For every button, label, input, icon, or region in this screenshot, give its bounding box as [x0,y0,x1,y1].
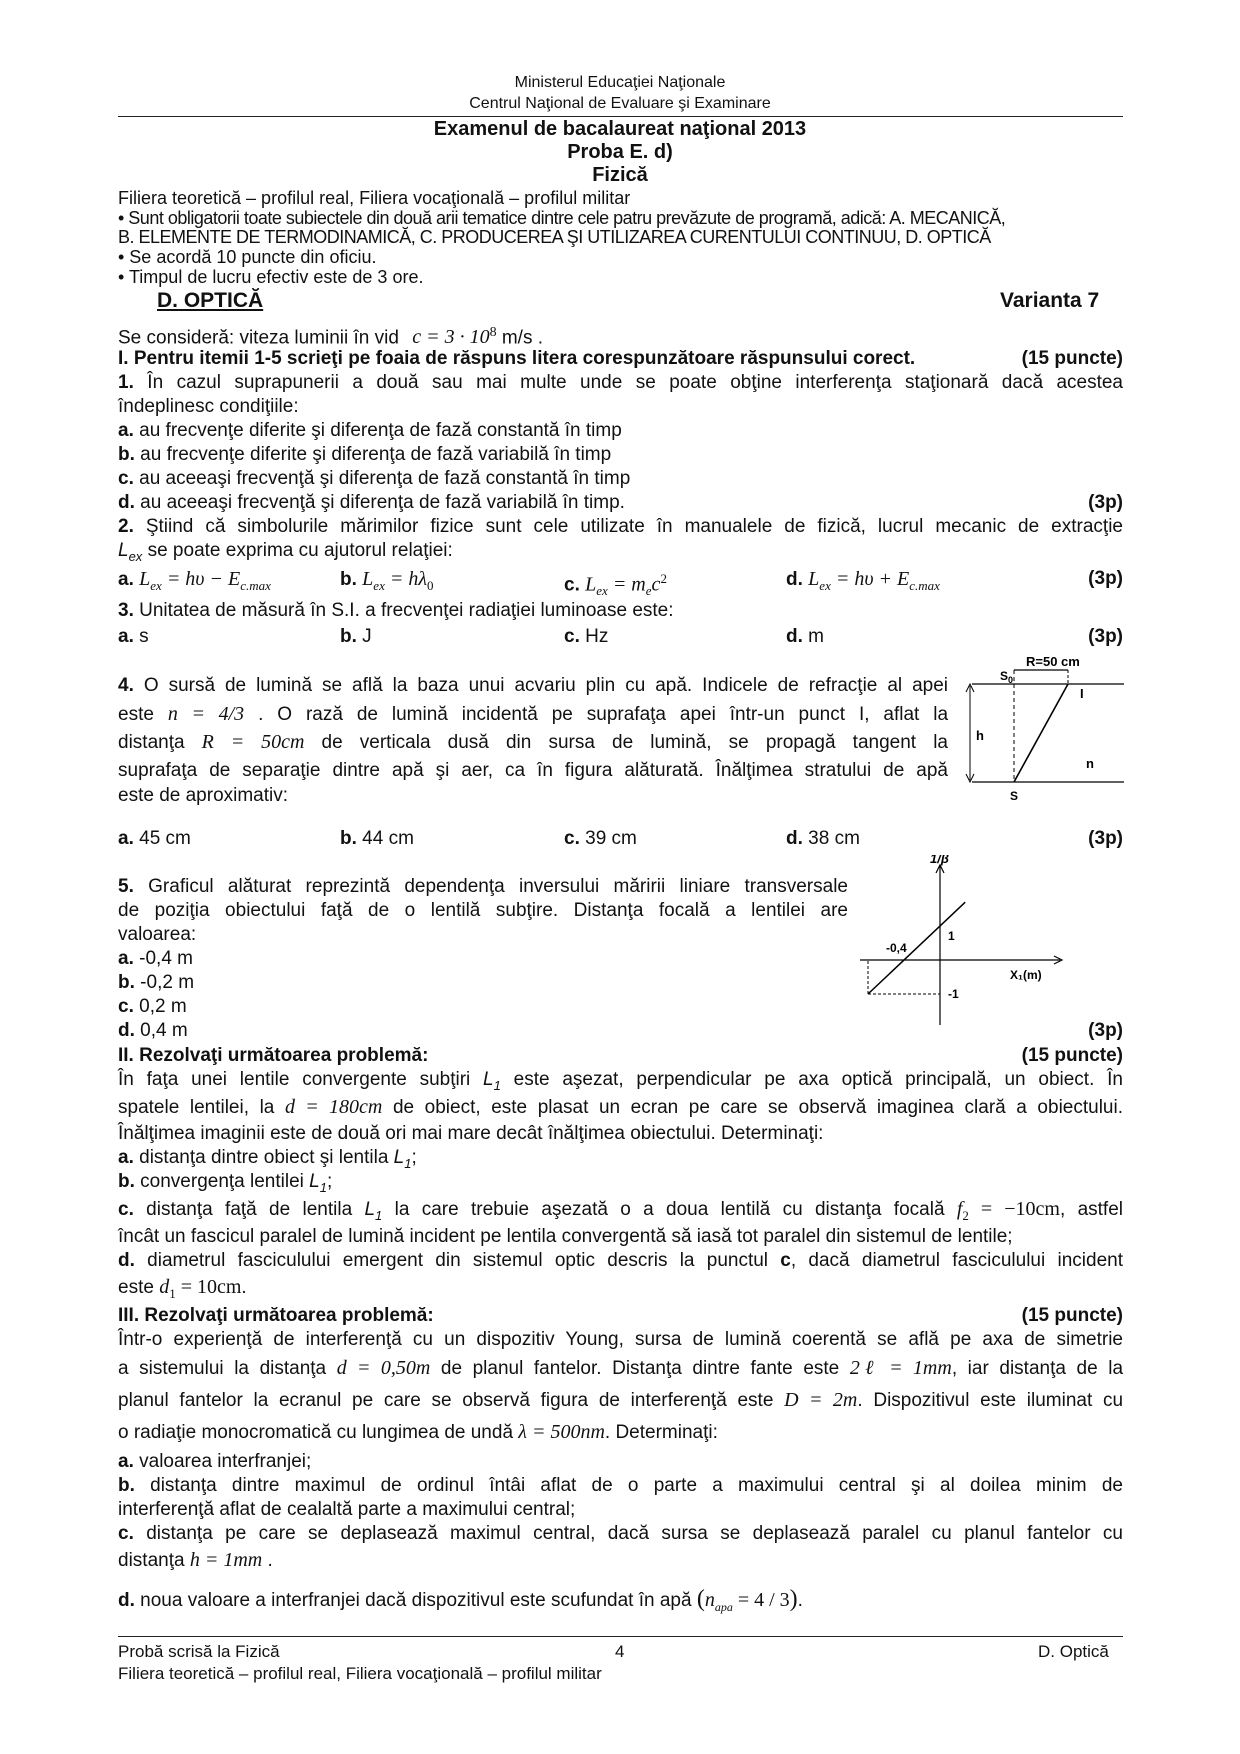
instruction-2: • Se acordă 10 puncte din oficiu. [118,247,377,267]
q5-a-text: -0,4 m [139,948,193,969]
q1-a-text: au frecvenţe diferite şi diferenţa de fază constantă în timp [133,420,622,441]
part2-heading-text: II. Rezolvaţi următoarea problemă: [118,1045,429,1066]
footer-left: Probă scrisă la Fizică [118,1642,280,1661]
footer-page-number: 4 [615,1642,625,1661]
part1-heading-text: I. Pentru itemii 1-5 scrieţi pe foaia de răspuns litera corespunzătoare răspunsului corect. [118,348,916,369]
part3-heading-text: III. Rezolvaţi următoarea problemă: [118,1305,434,1326]
fig-I-label: I [1080,686,1084,701]
p3-item-d: d. noua valoare a interfranjei dacă dispozitivul este scufundat în apă $(n_{apa} = 4 / 3)$. [118,1586,803,1614]
p2-L1-sub: 1 [493,1077,501,1093]
chart-ylabel: 1/β [930,855,949,866]
q5-number: 5. [118,876,134,897]
q3-b-text: J [362,626,372,647]
q2-symbol-sub: ex [128,548,143,564]
p2-item-a: a. distanţa dintre obiect şi lentila $L_1$; [118,1147,417,1171]
q1-number: 1. [118,372,134,393]
p3-item-c1: c. distanţa pe care se deplasează maximul central, dacă sursa se deplasează paralel cu planul fantelor cu [118,1523,1123,1544]
fig-S0-label: $S_0$ [1000,669,1014,685]
footer-line2: Filiera teoretică – profilul real, Filiera vocaţională – profilul militar [118,1664,602,1683]
center-line: Centrul Naţional de Evaluare şi Examinare [469,95,771,112]
q2-number: 2. [118,516,134,537]
q4-l2b: . O rază de lumină incidentă pe suprafaţa apei într-un punct I, aflat la [258,704,949,725]
q2-d-L: L [808,568,820,590]
q3-c-text: Hz [585,626,609,647]
q5-points: (3p) [1088,1020,1123,1041]
p3-c2b: . [267,1550,273,1571]
q1-b-text: au frecvenţe diferite şi diferenţa de fază variabilă în timp [134,444,612,465]
p3-line3 [118,1389,1123,1412]
variant-label: Varianta 7 [1000,289,1100,312]
part2-points: (15 puncte) [1021,1045,1123,1066]
chart-ytick-label-minus1: -1 [948,987,959,1001]
p2-a-text: distanţa dintre obiect şi lentila [133,1147,394,1168]
q2-option-a: a. $L_{ex} = h\upsilon - E_{c.max}$ [118,568,271,593]
part2-heading [118,1045,1123,1067]
instruction-1b: B. ELEMENTE DE TERMODINAMICĂ, C. PRODUCEREA ŞI UTILIZAREA CURENTULUI CONTINUU, D. OPTICĂ [118,227,991,247]
q3-number: 3. [118,600,134,621]
q3-line [118,600,1123,622]
q2-symbol: L [118,540,129,561]
q5-c-text: 0,2 m [139,996,187,1017]
p3-l2c: , iar distanţa de la [951,1358,1124,1379]
q2-line2 [118,540,1123,568]
p3-b-text1: distanţa dintre maximul de ordinul întâi aflat de o parte a maximului central şi al doilea minim de [134,1475,1123,1496]
q5-line3: valoarea: [118,924,197,945]
p3-d-text: noua valoare a interfranjei dacă dispozitivul este scufundat în apă [134,1590,692,1611]
q3-option-c: c. Hz [564,626,609,647]
p3-h: h = 1mm [189,1549,263,1571]
q2-b-sub: ex [373,577,385,593]
q2-text1: Ştiind că simbolurile mărimilor fizice sunt cele utilizate în manualele de fizică, lucrul mecanic de extracţie [133,516,1123,537]
p2-d1: d [159,1276,170,1298]
q1-text1: În cazul suprapunerii a două sau mai multe unde se poate obţine interferenţa staţionară dacă acestea [133,372,1123,393]
q1-c-text: au aceeaşi frecvenţă şi diferenţa de fază constantă în timp [133,468,631,489]
filiera-line: Filiera teoretică – profilul real, Filiera vocaţională – profilul militar [118,188,631,208]
p3-l2b: de planul fantelor. Distanţa dintre fante este [440,1358,840,1379]
p3-line1: Într-o experienţă de interferenţă cu un dispozitiv Young, sursa de lumină coerentă se află pe axa de simetrie [118,1329,1123,1350]
q4-option-c: c. 39 cm [564,828,637,849]
light-speed-exp: 8 [489,325,497,340]
p2-d-ref: c [780,1250,791,1271]
chart-ytick-label-1: 1 [948,929,955,943]
q2-c-rest2: c [651,573,661,596]
q2-a-sub: ex [150,577,162,593]
q1-option-d: d. au aceeaşi frecvenţă şi diferenţa de fază variabilă în timp. (3p) [118,492,1123,513]
q2-option-d: d. $L_{ex} = h\upsilon + E_{c.max}$ [786,568,940,593]
p3-n-value: = 4 / 3 [732,1589,790,1611]
p2-d1-sub: 1 [169,1285,176,1301]
q3-option-b: b. J [340,626,372,647]
q5-b-text: -0,2 m [140,972,195,993]
q4-line4: suprafaţa de separaţie dintre apă şi aer, ca în figura alăturată. Înălţimea stratului de apă [118,760,948,781]
q4-d-text: 38 cm [808,828,860,849]
p2-distance: d = 180cm [284,1096,383,1118]
instruction-1a: • Sunt obligatorii toate subiectele din două arii tematice dintre cele patru prevăzute de programă, adică: A. MECANICĂ, [118,208,1006,228]
light-speed-unit: m/s . [496,327,544,349]
p2-b-text: convergenţa lentilei [134,1171,310,1192]
p2-item-c2: încât un fascicul paralel de lumină incident pe lentila convergentă să iasă tot paralel din sistemul de lentile; [118,1226,1013,1247]
fig-S-label: S [1010,789,1019,803]
p3-item-b2: interferenţă aflat de cealaltă parte a maximului central; [118,1499,576,1520]
q5-line1 [118,876,848,898]
p2-line2 [118,1096,1123,1119]
q4-b-text: 44 cm [362,828,414,849]
q2-b-L: L [362,568,374,590]
p2-d-text1: diametrul fasciculului emergent din sistemul optic descris la punctul [134,1250,781,1271]
q2-option-c: c. $L_{ex} = m_ec^2$ [564,571,667,599]
q4-distance: R = 50cm [201,731,305,753]
chart-xlabel: X₁(m) [1010,968,1042,982]
q5-text1: Graficul alăturat reprezintă dependenţa inversului măririi liniare transversale [133,876,848,897]
part1-points: (15 puncte) [1021,348,1123,369]
q4-c-text: 39 cm [585,828,637,849]
q2-line1 [118,516,1123,538]
q3-text: Unitatea de măsură în S.I. a frecvenţei radiaţiei luminoase este: [133,600,674,621]
q5-option-d: d. 0,4 m (3p) [118,1020,1123,1041]
p2-L1: L [483,1069,494,1090]
q2-d-sub2: c.max [909,577,940,593]
p2-l1a: În faţa unei lentile convergente subţiri [118,1069,471,1090]
p2-c-text3: , astfel [1059,1199,1123,1220]
header-rule [118,116,1123,117]
p3-D: D = 2m [784,1389,858,1411]
q4-l2a: este [118,704,154,725]
q4-l3b: de verticala dusă din sursa de lumină, se propagă tangent la [321,732,948,753]
fig-h-label: h [976,728,984,743]
p2-f2-value: = −10cm [968,1198,1060,1220]
p2-f2-sub: 2 [962,1207,969,1223]
q4-points: (3p) [1088,828,1123,849]
q5-option-c: c. 0,2 m [118,996,187,1017]
p3-n-water-sub: apa [714,1599,733,1614]
q4-option-a: a. 45 cm [118,828,191,849]
p3-l4b: . Determinaţi: [604,1422,718,1443]
q2-a-L: L [139,568,151,590]
p2-item-b: b. convergenţa lentilei $L_1$; [118,1171,333,1195]
q3-option-a: a. s [118,626,149,647]
fig-light-ray [1014,684,1068,782]
q4-l3a: distanţa [118,732,185,753]
p3-line2 [118,1357,1123,1380]
q4-line3 [118,731,948,754]
subject-title: Fizică [592,164,648,186]
p2-item-c1: c. distanţa faţă de lentila $L_1$ la care trebuie aşezată o a doua lentilă cu distanţa focală $f_2 = -10cm$, astfel [118,1198,1123,1223]
q4-option-b: b. 44 cm [340,828,414,849]
q4-option-d: d. 38 cm [786,828,860,849]
p2-l1b: este aşezat, perpendicular pe axa optică principală, un obiect. În [513,1069,1123,1090]
aquarium-figure [960,650,1130,810]
q2-a-rest: = hυ − E [161,568,241,590]
fig-n-label: n [1086,756,1094,771]
p3-item-a: a. valoarea interfranjei; [118,1451,312,1472]
p3-l3b: . Dispozitivul este iluminat cu [857,1390,1124,1411]
q4-line2 [118,703,948,726]
p2-line1 [118,1069,1123,1097]
q3-points: (3p) [1088,626,1123,647]
q3-option-d: d. m [786,626,824,647]
proba-title: Proba E. d) [567,141,673,163]
q2-points: (3p) [1088,568,1123,589]
q2-a-sub2: c.max [240,577,271,593]
q1-line2: îndeplinesc condiţiile: [118,396,299,417]
q1-points: (3p) [1088,492,1123,513]
p3-a-text: valoarea interfranjei; [133,1451,312,1472]
q1-option-c: c. au aceeaşi frecvenţă şi diferenţa de fază constantă în timp [118,468,631,489]
q5-option-b: b. -0,2 m [118,972,195,993]
p3-slit-distance: 2ℓ = 1mm [849,1357,952,1379]
p3-d: d = 0,50m [336,1357,431,1379]
instruction-3: • Timpul de lucru efectiv este de 3 ore. [118,267,424,287]
q2-c-sub: ex [596,583,608,599]
q2-c-sup: 2 [660,571,667,586]
q2-text2: se poate exprima cu ajutorul relaţiei: [142,540,453,561]
q5-option-a: a. -0,4 m [118,948,193,969]
q1-option-b: b. au frecvenţe diferite şi diferenţa de fază variabilă în timp [118,444,612,465]
p3-item-c2 [118,1549,1123,1572]
p2-line3: Înălţimea imaginii este de două ori mai mare decât înălţimea obiectului. Determinaţi: [118,1123,824,1144]
light-speed-formula: c = 3 · 10 [412,326,490,349]
p2-c-text1: distanţa faţă de lentila [133,1199,365,1220]
inverse-magnification-chart [860,855,1080,1030]
q2-b-rest: = hλ [384,568,428,590]
q1-d-text: au aceeaşi frecvenţă şi diferenţa de fază variabilă în timp. [134,492,625,513]
q2-c-L: L [585,573,597,596]
p3-d-end: . [797,1590,803,1611]
q2-c-sub2: e [645,583,652,599]
p3-l4a: o radiaţie monocromatică cu lungimea de undă [118,1422,514,1443]
p2-f2: f [956,1198,963,1220]
part3-points: (15 puncte) [1021,1305,1123,1326]
q1-option-a: a. au frecvenţe diferite şi diferenţa de fază constantă în timp [118,420,622,441]
p2-l2a: spatele lentilei, la [118,1097,275,1118]
footer-rule [118,1636,1123,1637]
p3-l3a: planul fantelor la ecranul pe care se observă figura de interferenţă este [118,1390,774,1411]
p3-line4 [118,1421,1123,1444]
q4-a-text: 45 cm [139,828,191,849]
p3-item-b1: b. distanţa dintre maximul de ordinul întâi aflat de o parte a maximului central şi al doilea minim de [118,1475,1123,1496]
p3-l2a: a sistemului la distanţa [118,1358,327,1379]
part3-heading [118,1305,1123,1327]
q1-line1 [118,372,1123,394]
p2-d-text2: , dacă diametrul fasciculului incident [790,1250,1123,1271]
p2-c-text2: la care trebuie aşezată o a doua lentilă cu distanţa focală [382,1199,957,1220]
p2-item-d1: d. diametrul fasciculului emergent din sistemul optic descris la punctul c, dacă diametrul fasciculului incident [118,1250,1123,1271]
q4-number: 4. [118,675,134,696]
footer-right: D. Optică [1038,1642,1109,1661]
q2-d-sub: ex [819,577,831,593]
p3-c2a: distanţa [118,1550,185,1571]
q4-line1 [118,675,948,697]
section-title: D. OPTICĂ [157,289,264,312]
part1-heading [118,348,1123,370]
q2-d-rest: = hυ + E [830,568,910,590]
p3-n-water: n [704,1589,715,1611]
p3-lambda: λ = 500nm [518,1421,605,1443]
p2-d2-end: . [241,1277,247,1298]
p2-item-d2 [118,1276,1123,1305]
p2-d2a: este [118,1277,154,1298]
q4-line5: este de aproximativ: [118,785,289,806]
q2-b-sub2: 0 [427,577,434,593]
q2-c-rest: = m [607,573,646,596]
fig-R-label: R=50 cm [1026,654,1080,669]
q4-text1: O sursă de lumină se află la baza unui acvariu plin cu apă. Indicele de refracţie al apei [133,675,948,696]
q5-line2: de poziţia obiectului faţă de o lentilă subţire. Distanţa focală a lentilei are [118,900,848,921]
q4-refractive-index: n = 4/3 [167,703,245,725]
consider-text: Se consideră: viteza luminii în vid [118,327,399,349]
chart-data-line [868,902,965,994]
q2-option-b: b. $L_{ex} = h\lambda_0$ [340,568,434,593]
p3-c-text1: distanţa pe care se deplasează maximul central, dacă sursa se deplasează paralel cu planul fantelor cu [133,1523,1123,1544]
q3-a-text: s [139,626,149,647]
q5-d-text: 0,4 m [140,1020,188,1041]
p2-l2b: de obiect, este plasat un ecran pe care se observă imaginea clară a obiectului. [392,1097,1123,1118]
consider-line [118,322,1123,349]
ministry-line: Ministerul Educaţiei Naţionale [514,74,726,91]
p2-d1-value: = 10cm [175,1276,242,1298]
q3-d-text: m [808,626,824,647]
exam-title: Examenul de bacalaureat naţional 2013 [433,118,807,140]
chart-xtick-label: -0,4 [886,941,907,955]
